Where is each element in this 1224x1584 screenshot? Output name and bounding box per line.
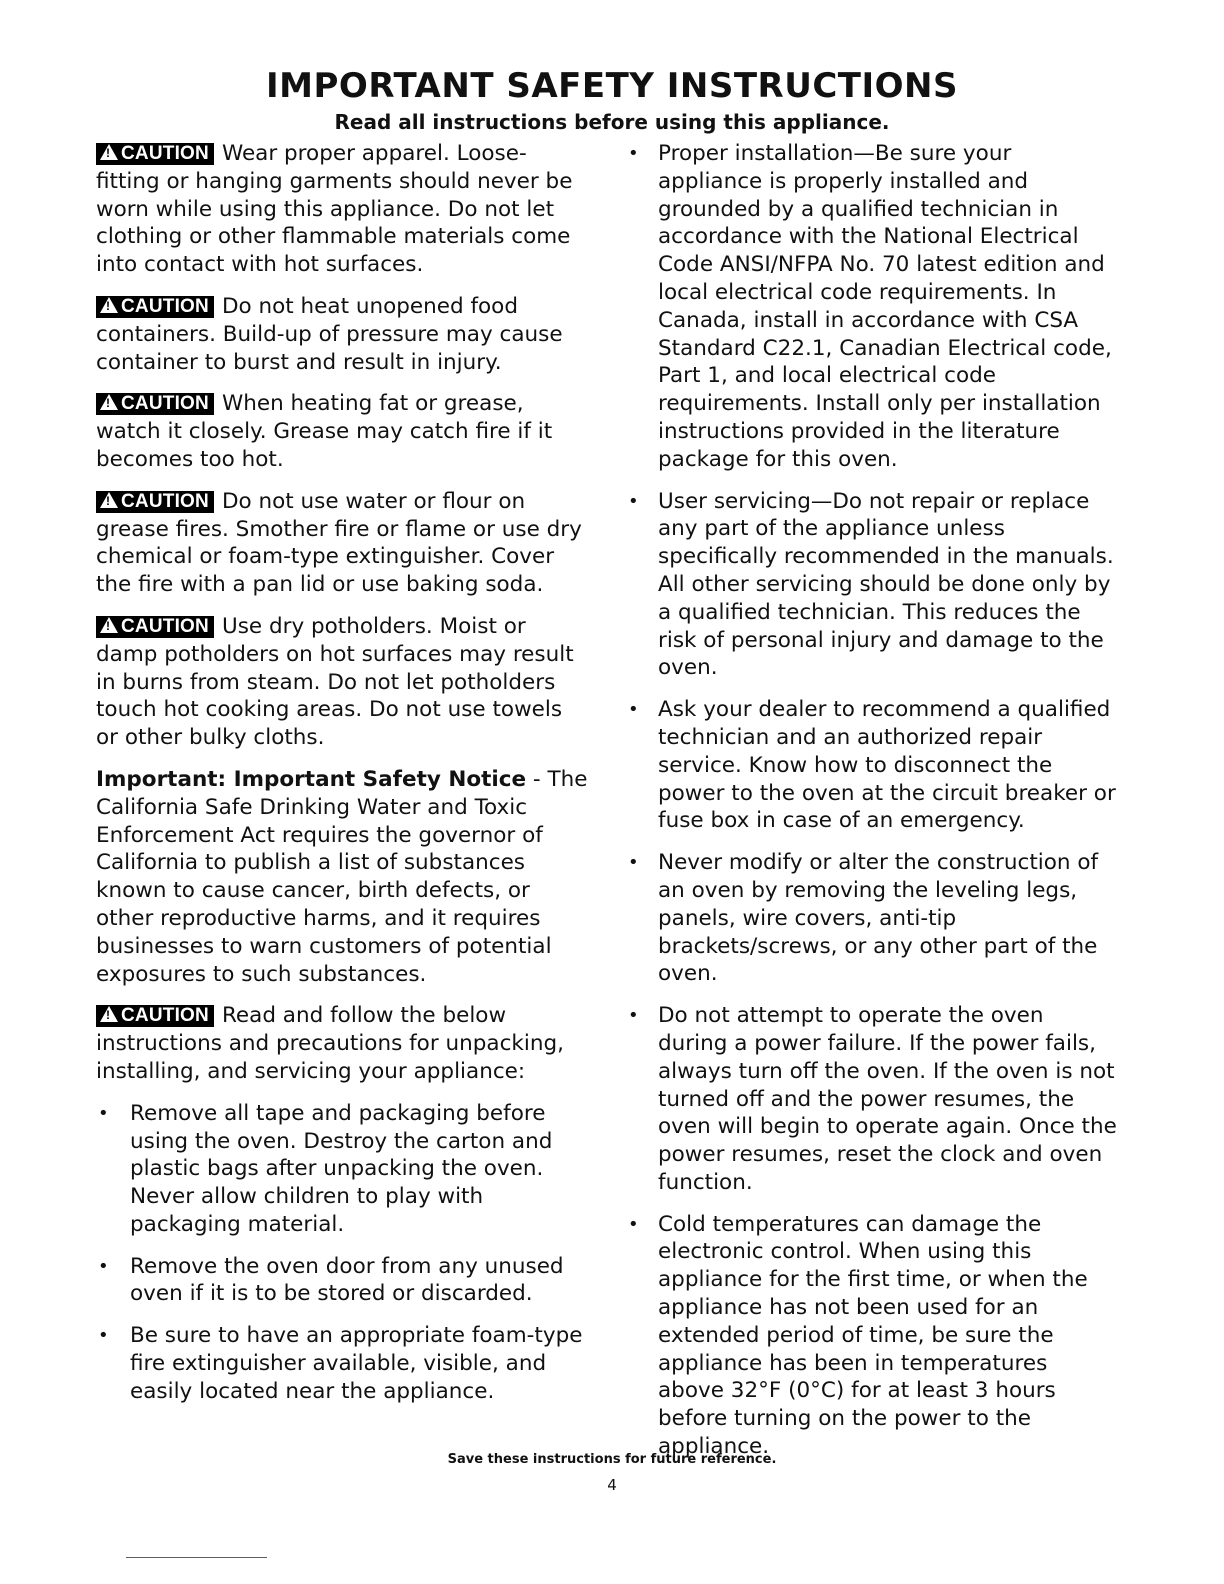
warning-triangle-icon (100, 394, 118, 410)
caution-badge: !CAUTION (96, 296, 214, 318)
caution-paragraph: !CAUTION Use dry potholders. Moist or damp potholders on hot surfaces may result in burns from steam. Do not let potholders touch hot cooking areas. Do not use towels or other bulky cloths. (96, 613, 588, 752)
caution-badge: !CAUTION (96, 393, 214, 415)
bullet-icon: • (628, 1005, 639, 1027)
footer-note: Save these instructions for future reference. (447, 1452, 777, 1467)
list-item: • Remove all tape and packaging before using the oven. Destroy the carton and plastic bags after unpacking the oven. Never allow children to play with packaging material. (98, 1100, 553, 1237)
bullet-icon: • (628, 699, 639, 721)
bullet-icon: • (628, 143, 639, 164)
bullet-icon: • (628, 852, 639, 874)
caution-paragraph: !CAUTION Do not use water or flour on grease fires. Smother fire or flame or use dry chemical or foam-type extinguisher. Cover the fire with a pan lid or use baking soda. (96, 488, 588, 599)
warning-triangle-icon (100, 144, 118, 160)
bullet-icon: • (98, 1255, 109, 1277)
footer-divider (126, 1557, 267, 1558)
caution-badge: !CAUTION (96, 143, 214, 165)
notice-label: Important: Important Safety Notice (96, 766, 527, 792)
bullet-icon: • (628, 490, 639, 512)
installation-bullet-list (626, 140, 1118, 1461)
warning-triangle-icon (100, 492, 118, 508)
bullet-icon: • (628, 1213, 639, 1235)
list-item: • Cold temperatures can damage the electronic control. When using this appliance for the first time, or when the appliance has not been used for an extended period of time, be sure the appliance has been in temperatures above 32°F (0°C) for at least 3 hours before turning on the power to the appliance. (628, 1211, 1088, 1460)
list-item: • Ask your dealer to recommend a qualified technician and an authorized repair service. Know how to disconnect the power to the oven at the circuit breaker or fuse box in case of an emergency. (628, 697, 1116, 834)
caution-badge: !CAUTION (96, 491, 214, 513)
list-item: • Be sure to have an appropriate foam-type fire extinguisher available, visible, and easily located near the appliance. (98, 1323, 583, 1404)
important-notice-paragraph (96, 766, 588, 988)
list-item: • Remove the oven door from any unused oven if it is to be stored or discarded. (98, 1253, 564, 1307)
page-title: IMPORTANT SAFETY INSTRUCTIONS (266, 66, 958, 106)
caution-paragraph: !CAUTION Read and follow the below instructions and precautions for unpacking, installing, and servicing your appliance: (96, 1002, 588, 1085)
bullet-icon: • (98, 1325, 109, 1347)
list-item: • Never modify or alter the construction of an oven by removing the leveling legs, panels, wire covers, anti-tip brackets/screws, or any other part of the oven. (628, 850, 1099, 987)
list-item: • Do not attempt to operate the oven during a power failure. If the power fails, always turn off the oven. If the oven is not turned off and the power resumes, the oven will begin to operate again. Once the power resumes, reset the clock and oven function. (628, 1003, 1117, 1195)
unpacking-bullet-list (96, 1100, 588, 1406)
list-item: • User servicing—Do not repair or replace any part of the appliance unless specifically recommended in the manuals. All other servicing should be done only by a qualified technician. This reduces the risk of personal injury and damage to the oven. (628, 488, 1114, 681)
bullet-icon: • (98, 1102, 109, 1124)
right-column (626, 140, 1118, 1475)
caution-paragraph: !CAUTION Wear proper apparel. Loose-fitting or hanging garments should never be worn while using this appliance. Do not let clothing or other flammable materials come into contact with hot surfaces. (96, 140, 588, 279)
caution-badge: !CAUTION (96, 1005, 214, 1027)
caution-badge: !CAUTION (96, 616, 214, 638)
warning-triangle-icon (100, 1006, 118, 1022)
warning-triangle-icon (100, 297, 118, 313)
warning-triangle-icon (100, 617, 118, 633)
page-subtitle: Read all instructions before using this appliance. (334, 110, 890, 134)
caution-paragraph: !CAUTION Do not heat unopened food containers. Build-up of pressure may cause container to burst and result in injury. (96, 293, 588, 376)
list-item: • Proper installation—Be sure your appliance is properly installed and grounded by a qualified technician in accordance with the National Electrical Code ANSI/NFPA No. 70 latest edition and local electrical code requirements. In Canada, install in accordance with CSA Standard C22.1, Canadian Electrical code, Part 1, and local electrical code requirements. Install only per installation instructions provided in the literature package for this oven. (628, 141, 1112, 472)
notice-text: - The California Safe Drinking Water and Toxic Enforcement Act requires the governor of California to publish a list of substances known to cause cancer, birth defects, or other reproductive harms, and it requires businesses to warn customers of potential exposures to such substances. (96, 766, 588, 987)
caution-paragraph: !CAUTION When heating fat or grease, watch it closely. Grease may catch fire if it becomes too hot. (96, 390, 588, 473)
page-number: 4 (607, 1476, 617, 1494)
left-column (96, 140, 588, 1420)
